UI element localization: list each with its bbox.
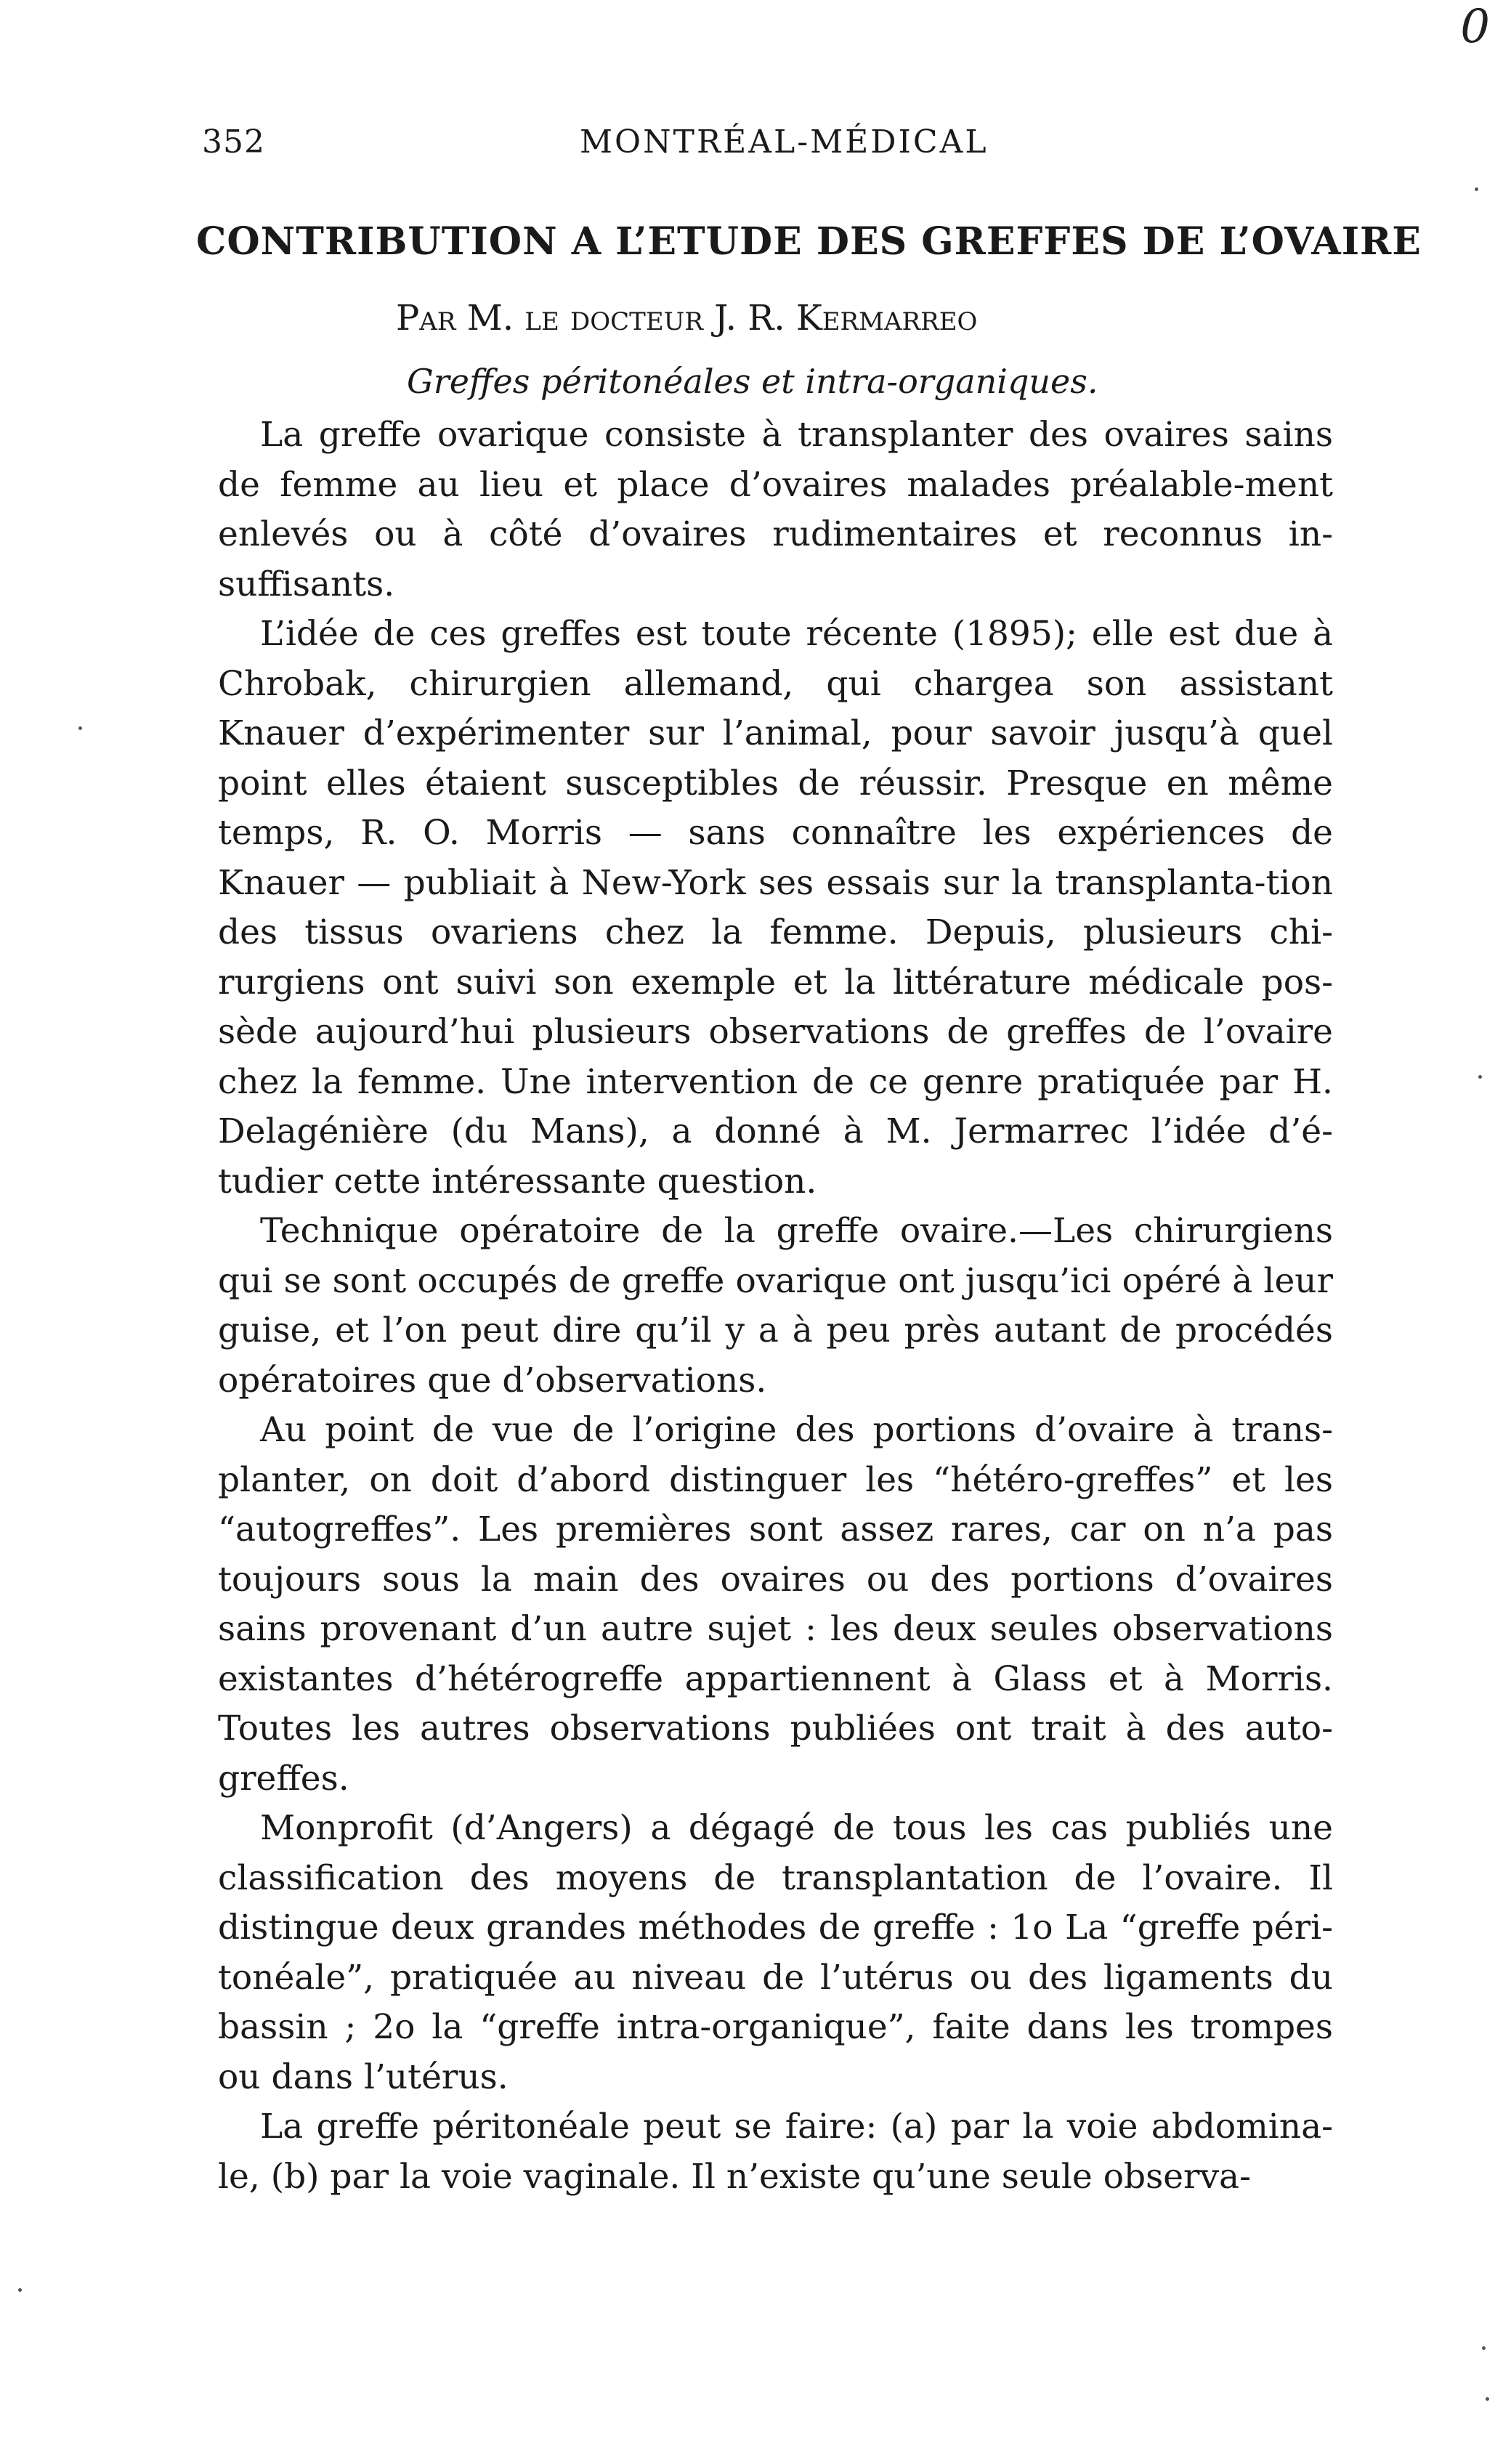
article-body xyxy=(218,410,1333,2202)
scan-speck xyxy=(1475,187,1478,191)
article-subtitle: Greffes péritonéales et intra-organiques. xyxy=(407,362,1098,401)
paragraph-peritoneal: La greffe péritonéale peut se faire: (a) par la voie abdomina-le, (b) par la voie vaginale. Il n’existe qu’une seule observa- xyxy=(218,2107,1333,2197)
scan-speck xyxy=(78,726,82,730)
scan-speck xyxy=(1486,2397,1489,2401)
paragraph-origin: Au point de vue de l’origine des portions d’ovaire à trans-planter, on doit d’abord distinguer les “hétéro-greffes” et les “autogreffes”. Les premières sont assez rares, car on n’a pas toujours sous la main des ovaires ou des portions d’ovaires sains provenant d’un autre sujet : les deux seules observations existantes d’hétérogreffe appartiennent à Glass et à Morris. Toutes les autres observations publiées ont trait à des auto-greffes. xyxy=(218,1410,1333,1799)
paragraph-definition: La greffe ovarique consiste à transplanter des ovaires sains de femme au lieu et place d’ovaires malades préalable-ment enlevés ou à côté d’ovaires rudimentaires et reconnus in-suffisants. xyxy=(218,415,1333,604)
corner-mark: 0 xyxy=(1460,0,1490,54)
article-title: CONTRIBUTION A L’ETUDE DES GREFFES DE L’OVAIRE xyxy=(196,219,1422,264)
article-author: Par M. le docteur J. R. Kermarreo xyxy=(396,298,978,339)
scan-speck xyxy=(18,2288,22,2292)
paragraph-technique: Technique opératoire de la greffe ovaire.—Les chirurgiens qui se sont occupés de greffe ovarique ont jusqu’ici opéré à leur guise, et l’on peut dire qu’il y a à peu près autant de procédés opératoires que d’observations. xyxy=(218,1211,1333,1401)
paragraph-history: L’idée de ces greffes est toute récente (1895); elle est due à Chrobak, chirurgien allemand, qui chargea son assistant Knauer d’expérimenter sur l’animal, pour savoir jusqu’à quel point elles étaient susceptibles de réussir. Presque en même temps, R. O. Morris — sans connaître les expériences de Knauer — publiait à New-York ses essais sur la transplanta-tion des tissus ovariens chez la femme. Depuis, plusieurs chi-rurgiens ont suivi son exemple et la littérature médicale pos-sède aujourd’hui plusieurs observations de greffes de l’ovaire chez la femme. Une intervention de ce genre pratiquée par H. Delagénière (du Mans), a donné à M. Jermarrec l’idée d’é-tudier cette intéressante question. xyxy=(218,614,1333,1201)
page-number: 352 xyxy=(202,123,265,161)
journal-title: MONTRÉAL-MÉDICAL xyxy=(580,123,989,161)
scan-speck xyxy=(1478,1075,1482,1079)
paragraph-classification: Monprofit (d’Angers) a dégagé de tous les cas publiés une classification des moyens de transplantation de l’ovaire. Il distingue deux grandes méthodes de greffe : 1o La “greffe péri-tonéale”, pratiquée au niveau de l’utérus ou des ligaments du bassin ; 2o la “greffe intra-organique”, faite dans les trompes ou dans l’utérus. xyxy=(218,1808,1333,2097)
scan-speck xyxy=(1482,2346,1486,2350)
